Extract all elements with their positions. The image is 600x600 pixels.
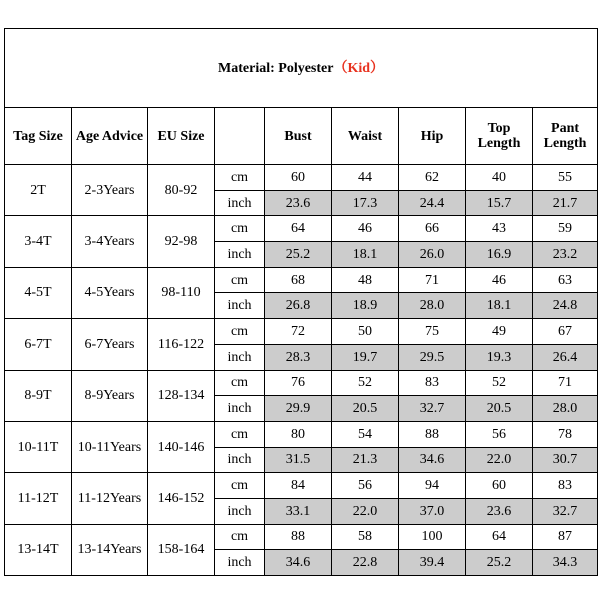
top-length-inch-cell: 19.3 xyxy=(466,344,533,370)
tag-size-cell: 11-12T xyxy=(5,473,72,524)
tag-size-cell: 3-4T xyxy=(5,216,72,267)
eu-size-cell: 92-98 xyxy=(148,216,215,267)
top-length-cm-cell: 64 xyxy=(466,524,533,550)
bust-inch-cell: 29.9 xyxy=(265,396,332,422)
eu-size-cell: 140-146 xyxy=(148,421,215,472)
header-row xyxy=(5,108,598,165)
bust-cm-cell: 68 xyxy=(265,267,332,293)
waist-inch-cell: 21.3 xyxy=(332,447,399,473)
unit-label-cm: cm xyxy=(215,319,265,345)
bust-inch-cell: 28.3 xyxy=(265,344,332,370)
hip-inch-cell: 24.4 xyxy=(399,190,466,216)
waist-cm-cell: 54 xyxy=(332,421,399,447)
pant-length-inch-cell: 24.8 xyxy=(533,293,598,319)
top-length-inch-cell: 25.2 xyxy=(466,550,533,576)
top-length-cm-cell: 52 xyxy=(466,370,533,396)
table-title xyxy=(5,29,598,108)
bust-cm-cell: 80 xyxy=(265,421,332,447)
eu-size-cell: 128-134 xyxy=(148,370,215,421)
tag-size-cell: 4-5T xyxy=(5,267,72,318)
pant-length-cm-cell: 83 xyxy=(533,473,598,499)
tag-size-cell: 10-11T xyxy=(5,421,72,472)
top-length-cm-cell: 46 xyxy=(466,267,533,293)
hip-cm-cell: 100 xyxy=(399,524,466,550)
unit-label-inch: inch xyxy=(215,190,265,216)
top-length-cm-cell: 56 xyxy=(466,421,533,447)
unit-label-cm: cm xyxy=(215,370,265,396)
pant-length-inch-cell: 23.2 xyxy=(533,242,598,268)
size-table xyxy=(4,28,598,576)
pant-length-inch-cell: 32.7 xyxy=(533,498,598,524)
header-eu-size: EU Size xyxy=(148,108,215,165)
eu-size-cell: 158-164 xyxy=(148,524,215,575)
unit-label-inch: inch xyxy=(215,550,265,576)
unit-label-cm: cm xyxy=(215,165,265,191)
table-row-cm xyxy=(5,165,598,191)
hip-cm-cell: 71 xyxy=(399,267,466,293)
unit-label-inch: inch xyxy=(215,447,265,473)
table-row-cm xyxy=(5,319,598,345)
hip-inch-cell: 26.0 xyxy=(399,242,466,268)
unit-label-inch: inch xyxy=(215,498,265,524)
eu-size-cell: 146-152 xyxy=(148,473,215,524)
waist-inch-cell: 18.9 xyxy=(332,293,399,319)
hip-cm-cell: 83 xyxy=(399,370,466,396)
header-tag-size: Tag Size xyxy=(5,108,72,165)
top-length-inch-cell: 18.1 xyxy=(466,293,533,319)
age-advice-cell: 6-7Years xyxy=(72,319,148,370)
hip-cm-cell: 62 xyxy=(399,165,466,191)
bust-cm-cell: 76 xyxy=(265,370,332,396)
unit-label-inch: inch xyxy=(215,344,265,370)
age-advice-cell: 8-9Years xyxy=(72,370,148,421)
header-hip: Hip xyxy=(399,108,466,165)
header-bust: Bust xyxy=(265,108,332,165)
bust-inch-cell: 31.5 xyxy=(265,447,332,473)
header-waist: Waist xyxy=(332,108,399,165)
waist-cm-cell: 52 xyxy=(332,370,399,396)
eu-size-cell: 80-92 xyxy=(148,165,215,216)
pant-length-cm-cell: 59 xyxy=(533,216,598,242)
age-advice-cell: 3-4Years xyxy=(72,216,148,267)
eu-size-cell: 116-122 xyxy=(148,319,215,370)
unit-label-cm: cm xyxy=(215,473,265,499)
bust-cm-cell: 60 xyxy=(265,165,332,191)
hip-cm-cell: 66 xyxy=(399,216,466,242)
header-unit xyxy=(215,108,265,165)
tag-size-cell: 6-7T xyxy=(5,319,72,370)
age-advice-cell: 2-3Years xyxy=(72,165,148,216)
bust-cm-cell: 64 xyxy=(265,216,332,242)
bust-inch-cell: 25.2 xyxy=(265,242,332,268)
table-row-cm xyxy=(5,524,598,550)
tag-size-cell: 13-14T xyxy=(5,524,72,575)
age-advice-cell: 11-12Years xyxy=(72,473,148,524)
unit-label-cm: cm xyxy=(215,267,265,293)
eu-size-cell: 98-110 xyxy=(148,267,215,318)
table-row-cm xyxy=(5,216,598,242)
top-length-inch-cell: 22.0 xyxy=(466,447,533,473)
table-row-cm xyxy=(5,473,598,499)
pant-length-cm-cell: 87 xyxy=(533,524,598,550)
waist-cm-cell: 56 xyxy=(332,473,399,499)
waist-inch-cell: 20.5 xyxy=(332,396,399,422)
hip-inch-cell: 29.5 xyxy=(399,344,466,370)
title-accent: （Kid） xyxy=(333,60,385,76)
pant-length-inch-cell: 28.0 xyxy=(533,396,598,422)
tag-size-cell: 2T xyxy=(5,165,72,216)
table-row-cm xyxy=(5,421,598,447)
unit-label-inch: inch xyxy=(215,396,265,422)
top-length-inch-cell: 16.9 xyxy=(466,242,533,268)
waist-cm-cell: 58 xyxy=(332,524,399,550)
age-advice-cell: 4-5Years xyxy=(72,267,148,318)
bust-inch-cell: 26.8 xyxy=(265,293,332,319)
waist-cm-cell: 48 xyxy=(332,267,399,293)
pant-length-cm-cell: 63 xyxy=(533,267,598,293)
top-length-cm-cell: 60 xyxy=(466,473,533,499)
pant-length-inch-cell: 21.7 xyxy=(533,190,598,216)
waist-inch-cell: 19.7 xyxy=(332,344,399,370)
pant-length-cm-cell: 71 xyxy=(533,370,598,396)
table-row-cm xyxy=(5,370,598,396)
top-length-inch-cell: 15.7 xyxy=(466,190,533,216)
header-age-advice: Age Advice xyxy=(72,108,148,165)
bust-cm-cell: 72 xyxy=(265,319,332,345)
age-advice-cell: 13-14Years xyxy=(72,524,148,575)
hip-cm-cell: 94 xyxy=(399,473,466,499)
unit-label-inch: inch xyxy=(215,293,265,319)
pant-length-cm-cell: 67 xyxy=(533,319,598,345)
hip-inch-cell: 28.0 xyxy=(399,293,466,319)
tag-size-cell: 8-9T xyxy=(5,370,72,421)
unit-label-cm: cm xyxy=(215,524,265,550)
waist-inch-cell: 17.3 xyxy=(332,190,399,216)
waist-inch-cell: 22.8 xyxy=(332,550,399,576)
unit-label-inch: inch xyxy=(215,242,265,268)
size-chart xyxy=(4,28,597,576)
top-length-cm-cell: 49 xyxy=(466,319,533,345)
pant-length-inch-cell: 30.7 xyxy=(533,447,598,473)
hip-inch-cell: 37.0 xyxy=(399,498,466,524)
bust-inch-cell: 33.1 xyxy=(265,498,332,524)
pant-length-inch-cell: 26.4 xyxy=(533,344,598,370)
table-row-cm xyxy=(5,267,598,293)
waist-cm-cell: 44 xyxy=(332,165,399,191)
unit-label-cm: cm xyxy=(215,421,265,447)
age-advice-cell: 10-11Years xyxy=(72,421,148,472)
header-pant-length: Pant Length xyxy=(533,108,598,165)
hip-inch-cell: 32.7 xyxy=(399,396,466,422)
hip-cm-cell: 75 xyxy=(399,319,466,345)
bust-cm-cell: 84 xyxy=(265,473,332,499)
top-length-inch-cell: 23.6 xyxy=(466,498,533,524)
waist-cm-cell: 46 xyxy=(332,216,399,242)
unit-label-cm: cm xyxy=(215,216,265,242)
hip-inch-cell: 34.6 xyxy=(399,447,466,473)
waist-inch-cell: 22.0 xyxy=(332,498,399,524)
bust-inch-cell: 34.6 xyxy=(265,550,332,576)
hip-inch-cell: 39.4 xyxy=(399,550,466,576)
hip-cm-cell: 88 xyxy=(399,421,466,447)
top-length-inch-cell: 20.5 xyxy=(466,396,533,422)
bust-inch-cell: 23.6 xyxy=(265,190,332,216)
pant-length-cm-cell: 78 xyxy=(533,421,598,447)
bust-cm-cell: 88 xyxy=(265,524,332,550)
top-length-cm-cell: 40 xyxy=(466,165,533,191)
title-main: Material: Polyester xyxy=(218,60,334,76)
pant-length-inch-cell: 34.3 xyxy=(533,550,598,576)
waist-cm-cell: 50 xyxy=(332,319,399,345)
header-top-length: Top Length xyxy=(466,108,533,165)
top-length-cm-cell: 43 xyxy=(466,216,533,242)
waist-inch-cell: 18.1 xyxy=(332,242,399,268)
pant-length-cm-cell: 55 xyxy=(533,165,598,191)
